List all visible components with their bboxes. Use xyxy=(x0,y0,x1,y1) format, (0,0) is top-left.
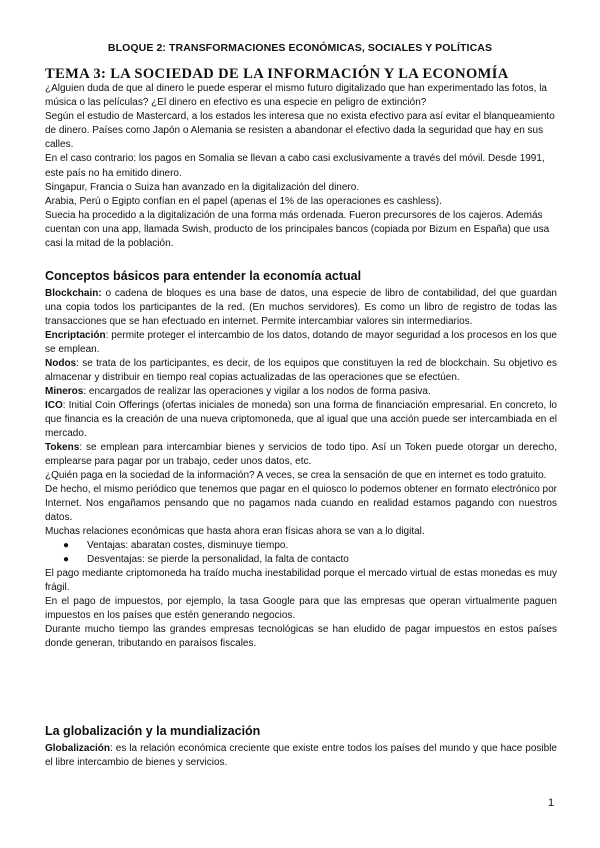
concept-term: Blockchain: xyxy=(45,288,102,299)
concept-term: Encriptación xyxy=(45,330,106,341)
list-item-text: Desventajas: se pierde la personalidad, la falta de contacto xyxy=(87,554,349,565)
bullet-icon: ● xyxy=(63,554,70,565)
intro-paragraph: Arabia, Perú o Egipto confían en el papel (apenas el 1% de las operaciones es cashless). xyxy=(45,195,442,207)
body-paragraph: Durante mucho tiempo las grandes empresas tecnológicas se han eludido de pagar impuestos en estos países donde generan, tributando en paraísos fiscales. xyxy=(45,624,557,649)
page-number: 1 xyxy=(548,797,555,809)
intro-paragraph: Suecia ha procedido a la digitalización de una forma más ordenada. Fueron precursores de los cajeros. Además cuentan con una app, llamada Swish, producto de los principales bancos (copiada por Bizum en España) que usa casi la mitad de la población. xyxy=(45,209,550,250)
concept-definition xyxy=(45,441,557,469)
concept-text: : Initial Coin Offerings (ofertas iniciales de moneda) son una forma de financiación empresarial. En concreto, lo que financia es la creación de una nueva criptomoneda, que al igual que una acción puede ser intercambiada en el mercado. xyxy=(45,400,557,439)
concept-text: o cadena de bloques es una base de datos, una especie de libro de contabilidad, del que guardan una copia todos los participantes de la red. (En muchos servidores). Es como un libro de registro de todas las transacciones que se han efectuado en internet. Permite intercambiar valores sin intermediarios. xyxy=(45,288,557,327)
concept-term: ICO xyxy=(45,400,63,411)
concept-definition xyxy=(45,287,557,329)
intro-paragraph: En el caso contrario: los pagos en Somalia se llevan a cabo casi exclusivamente a través del móvil. Desde 1991, este país no ha emitido dinero. xyxy=(45,153,545,179)
concept-text: : es la relación económica creciente que existe entre todos los países del mundo y que hace posible el libre intercambio de bienes y servicios. xyxy=(45,743,557,768)
concept-term: Mineros xyxy=(45,386,84,397)
body-paragraph: Muchas relaciones económicas que hasta ahora eran físicas ahora se van a lo digital. xyxy=(45,526,425,537)
concept-term: Globalización xyxy=(45,743,111,754)
concept-term: Tokens xyxy=(45,442,80,453)
intro-section xyxy=(45,82,557,251)
concept-definition xyxy=(45,399,557,441)
concept-definition xyxy=(45,329,557,357)
concept-definition xyxy=(45,385,557,399)
section-heading-globalization: La globalización y la mundialización xyxy=(45,724,261,738)
block-header: BLOQUE 2: TRANSFORMACIONES ECONÓMICAS, SOCIALES Y POLÍTICAS xyxy=(107,42,493,54)
globalization-section xyxy=(45,742,557,770)
section-heading-concepts: Conceptos básicos para entender la economía actual xyxy=(45,269,362,283)
intro-paragraph: Según el estudio de Mastercard, a los estados les interesa que no exista efectivo para así evitar el blanqueamiento de dinero. Países como Japón o Alemania se resisten a abandonar el efectivo dada la seguridad que hay en sus calles. xyxy=(45,111,555,151)
body-paragraph: En el pago de impuestos, por ejemplo, la tasa Google para que las empresas que operan virtualmente paguen impuestos en los países que estén generando negocios. xyxy=(45,596,557,621)
concept-text: : encargados de realizar las operaciones y vigilar a los nodos de forma pasiva. xyxy=(83,386,431,397)
body-paragraph: El pago mediante criptomoneda ha traído mucha inestabilidad porque el mercado virtual de estas monedas es muy frágil. xyxy=(45,568,557,593)
body-paragraph: ¿Quién paga en la sociedad de la información? A veces, se crea la sensación de que en internet es todo gratuito. xyxy=(45,470,547,481)
intro-paragraph: ¿Alguien duda de que al dinero le puede esperar el mismo futuro digitalizado que han experimentado las fotos, la música o las películas? ¿El dinero en efectivo es una especie en peligro de extinción? xyxy=(45,83,547,109)
topic-title: TEMA 3: LA SOCIEDAD DE LA INFORMACIÓN Y LA ECONOMÍA xyxy=(45,66,509,82)
pros-cons-list xyxy=(45,539,557,567)
list-item-text: Ventajas: abaratan costes, disminuye tiempo. xyxy=(87,540,289,551)
body-paragraph: De hecho, el mismo periódico que tenemos que pagar en el quiosco lo podemos obtener en formato electrónico por Internet. Nos engañamos pensando que no pagamos nada cuando en realidad estamos pagando con nuestros datos. xyxy=(45,484,557,523)
intro-paragraph: Singapur, Francia o Suiza han avanzado en la digitalización del dinero. xyxy=(45,181,360,193)
bullet-icon: ● xyxy=(63,540,70,551)
concepts-section xyxy=(45,287,557,651)
concept-definition xyxy=(45,742,557,770)
concept-definition xyxy=(45,357,557,385)
list-item xyxy=(63,539,557,553)
concept-text: : permite proteger el intercambio de los datos, dotando de mayor seguridad a los procesos en los que se emplean. xyxy=(45,330,557,355)
concept-text: : se trata de los participantes, es decir, de los equipos que constituyen la red de blockchain. Su objetivo es almacenar y distribuir en tiempo real copias actualizadas de las operaciones que se efectúen. xyxy=(45,358,557,383)
concept-text: : se emplean para intercambiar bienes y servicios de todo tipo. Así un Token puede otorgar un derecho, emplearse para pagar por un trabajo, ceder unos datos, etc. xyxy=(45,442,557,467)
concept-term: Nodos xyxy=(45,358,77,369)
list-item xyxy=(63,553,557,567)
